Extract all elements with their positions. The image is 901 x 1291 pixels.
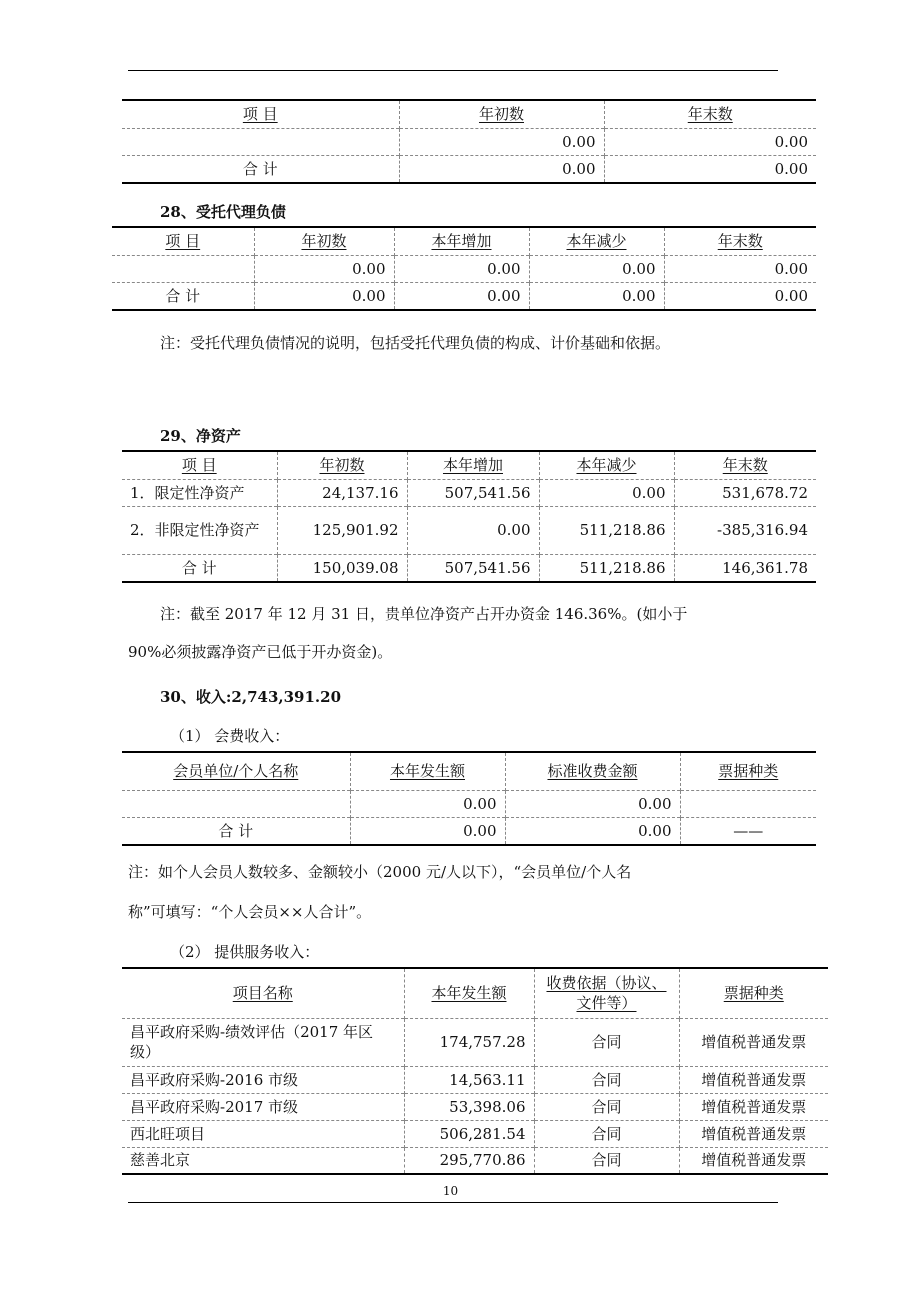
table-row	[122, 1093, 828, 1120]
table-cell: 0.00	[399, 155, 604, 183]
table-cell: 昌平政府采购-绩效评估（2017 年区级）	[122, 1018, 404, 1066]
section-title-30: 30、收入:2,743,391.20	[160, 688, 342, 706]
table-cell: 511,218.86	[539, 554, 674, 582]
table-entrusted-liabilities	[112, 226, 816, 311]
table-cell: ——	[680, 817, 816, 845]
table-service-income	[122, 967, 828, 1175]
note-29-line2: 90%必须披露净资产已低于开办资金)。	[128, 643, 393, 661]
table-cell	[680, 790, 816, 817]
table-cell: 合 计	[122, 554, 277, 582]
table-cell: 合同	[534, 1120, 679, 1147]
table-cell: 0.00	[664, 255, 816, 282]
table-cell: 慈善北京	[122, 1147, 404, 1174]
table-row	[112, 255, 816, 282]
table-cell: 增值税普通发票	[679, 1093, 828, 1120]
table-net-assets	[122, 450, 816, 583]
table-cell: 53,398.06	[404, 1093, 534, 1120]
column-header: 本年减少	[576, 456, 637, 475]
table-cell: 0.00	[505, 790, 680, 817]
table-header-row	[112, 227, 816, 255]
table-cell: 合同	[534, 1147, 679, 1174]
table-cell: 0.00	[394, 255, 529, 282]
table-header-row	[122, 100, 816, 128]
note-28: 注：受托代理负债情况的说明，包括受托代理负债的构成、计价基础和依据。	[160, 334, 671, 352]
column-header: 标准收费金额	[547, 762, 638, 781]
table-header-row	[122, 968, 828, 1018]
table-cell: 531,678.72	[674, 479, 816, 506]
table-row	[122, 1018, 828, 1066]
table-row	[122, 1066, 828, 1093]
table-cell: 0.00	[505, 817, 680, 845]
table-total-row	[122, 554, 816, 582]
table-cell: 合同	[534, 1093, 679, 1120]
table-cell: 0.00	[407, 506, 539, 554]
column-header: 年末数	[717, 232, 763, 251]
table-cell: 合 计	[112, 282, 254, 310]
table-cell: 295,770.86	[404, 1147, 534, 1174]
table-total-row	[122, 155, 816, 183]
column-header: 本年增加	[442, 456, 503, 475]
table-cell: 1．限定性净资产	[122, 479, 277, 506]
column-header: 年末数	[722, 456, 768, 475]
table-cell: 0.00	[350, 817, 505, 845]
column-header: 项 目	[165, 232, 201, 251]
table-cell: 146,361.78	[674, 554, 816, 582]
table-cell: 0.00	[529, 282, 664, 310]
table-row	[122, 790, 816, 817]
table-cell: 0.00	[604, 128, 816, 155]
header-rule	[128, 70, 778, 71]
section-title-29: 29、净资产	[160, 427, 241, 445]
table-cell: -385,316.94	[674, 506, 816, 554]
column-header: 票据种类	[723, 984, 784, 1003]
table-cell: 125,901.92	[277, 506, 407, 554]
table-total-row	[122, 817, 816, 845]
column-header: 年初数	[301, 232, 347, 251]
table-cell: 24,137.16	[277, 479, 407, 506]
table-cell: 0.00	[399, 128, 604, 155]
table-row	[122, 479, 816, 506]
column-header: 会员单位/个人名称	[173, 762, 299, 781]
column-header: 年初数	[319, 456, 365, 475]
note-29-line1: 注：截至 2017 年 12 月 31 日，贵单位净资产占开办资金 146.36%。(如小于	[160, 605, 688, 623]
column-header: 本年发生额	[389, 762, 465, 781]
note-membership-line2: 称”可填写：“个人会员××人合计”。	[128, 903, 372, 921]
table-cell	[122, 128, 399, 155]
table-header-row	[122, 451, 816, 479]
column-header: 票据种类	[718, 762, 779, 781]
table-cell: 0.00	[394, 282, 529, 310]
table-membership-income	[122, 751, 816, 846]
table-row	[122, 506, 816, 554]
table-cell: 0.00	[539, 479, 674, 506]
table-cell: 0.00	[254, 255, 394, 282]
table-cell	[122, 790, 350, 817]
table-cell: 增值税普通发票	[679, 1018, 828, 1066]
table-row	[122, 1147, 828, 1174]
table-cell: 昌平政府采购-2016 市级	[122, 1066, 404, 1093]
table-cell: 合同	[534, 1018, 679, 1066]
table-cell: 西北旺项目	[122, 1120, 404, 1147]
table-header-row	[122, 752, 816, 790]
table-row	[122, 1120, 828, 1147]
section-title-28: 28、受托代理负债	[160, 203, 286, 221]
table-cell	[112, 255, 254, 282]
table-cell: 507,541.56	[407, 479, 539, 506]
table-cell: 增值税普通发票	[679, 1066, 828, 1093]
table-cell: 150,039.08	[277, 554, 407, 582]
subsection-title-services: （2） 提供服务收入：	[170, 943, 320, 961]
table-cell: 合 计	[122, 155, 399, 183]
column-header: 项 目	[181, 456, 217, 475]
table-cell: 507,541.56	[407, 554, 539, 582]
table-cell: 增值税普通发票	[679, 1147, 828, 1174]
table-continued	[122, 99, 816, 184]
column-header: 本年发生额	[431, 984, 507, 1003]
table-cell: 增值税普通发票	[679, 1120, 828, 1147]
column-header: 年初数	[478, 105, 524, 124]
table-row	[122, 128, 816, 155]
column-header: 项 目	[242, 105, 278, 124]
table-cell: 合 计	[122, 817, 350, 845]
table-cell: 0.00	[254, 282, 394, 310]
footer-rule	[128, 1202, 778, 1203]
table-cell: 174,757.28	[404, 1018, 534, 1066]
table-cell: 合同	[534, 1066, 679, 1093]
table-cell: 0.00	[529, 255, 664, 282]
page-number: 10	[442, 1184, 459, 1198]
table-cell: 14,563.11	[404, 1066, 534, 1093]
subsection-title-membership: （1） 会费收入：	[170, 727, 290, 745]
table-cell: 昌平政府采购-2017 市级	[122, 1093, 404, 1120]
column-header: 项目名称	[232, 984, 293, 1003]
table-cell: 511,218.86	[539, 506, 674, 554]
note-membership-line1: 注：如个人会员人数较多、金额较小（2000 元/人以下），“会员单位/个人名	[128, 863, 632, 881]
table-cell: 2．非限定性净资产	[122, 506, 277, 554]
table-cell: 0.00	[604, 155, 816, 183]
column-header: 年末数	[687, 105, 733, 124]
column-header: 本年增加	[431, 232, 492, 251]
column-header: 收费依据（协议、文件等）	[546, 974, 667, 1013]
table-cell: 506,281.54	[404, 1120, 534, 1147]
table-cell: 0.00	[350, 790, 505, 817]
table-total-row	[112, 282, 816, 310]
table-cell: 0.00	[664, 282, 816, 310]
column-header: 本年减少	[566, 232, 627, 251]
